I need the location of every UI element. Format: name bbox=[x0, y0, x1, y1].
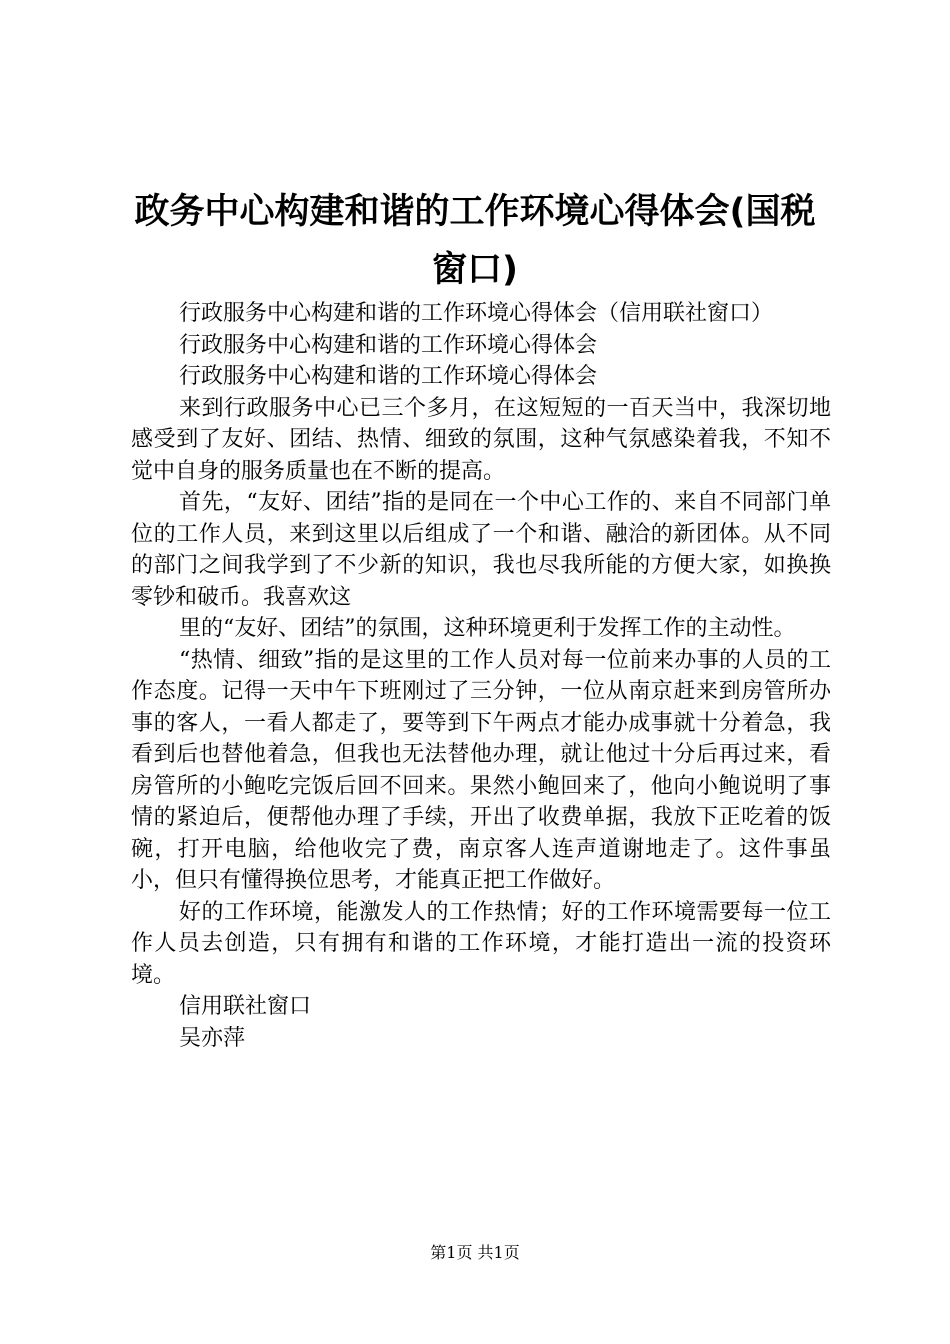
signature-unit: 信用联社窗口 bbox=[179, 994, 312, 1019]
paragraph-heading-1: 行政服务中心构建和谐的工作环境心得体会（信用联社窗口） bbox=[179, 301, 774, 326]
document-title: 政务中心构建和谐的工作环境心得体会(国税窗口) bbox=[134, 192, 816, 290]
signature-name: 吴亦萍 bbox=[179, 1025, 246, 1051]
document-body bbox=[131, 298, 831, 1054]
paragraph-friendly-unity: 首先，“友好、团结”指的是同在一个中心工作的、来自不同部门单位的工作人员，来到这里以后组成了一个和谐、融洽的新团体。从不同的部门之间我学到了不少新的知识，我也尽我所能的方便大家，如换换零钞和破币。我喜欢这 bbox=[131, 490, 831, 610]
paragraph-intro: 来到行政服务中心已三个多月，在这短短的一百天当中，我深切地感受到了友好、团结、热情、细致的氛围，这种气氛感染着我，不知不觉中自身的服务质量也在不断的提高。 bbox=[131, 395, 831, 484]
paragraph-heading-2: 行政服务中心构建和谐的工作环境心得体会 bbox=[179, 332, 598, 358]
paragraph-warm-detailed: “热情、细致”指的是这里的工作人员对每一位前来办事的人员的工作态度。记得一天中午下班刚过了三分钟，一位从南京赶来到房管所办事的客人，一看人都走了，要等到下午两点才能办成事就十分着急，我看到后也替他着急，但我也无法替他办理，就让他过十分后再过来，看房管所的小鲍吃完饭后回不回来。果然小鲍回来了，他向小鲍说明了事情的紧迫后，便帮他办理了手续，开出了收费单据，我放下正吃着的饭碗，打开电脑，给他收完了费，南京客人连声道谢地走了。这件事虽小，但只有懂得换位思考，才能真正把工作做好。 bbox=[131, 647, 831, 893]
paragraph-conclusion: 好的工作环境，能激发人的工作热情；好的工作环境需要每一位工作人员去创造，只有拥有和谐的工作环境，才能打造出一流的投资环境。 bbox=[131, 899, 831, 988]
paragraph-friendly-unity-continued: 里的“友好、团结”的氛围，这种环境更利于发挥工作的主动性。 bbox=[179, 616, 796, 641]
paragraph-heading-3: 行政服务中心构建和谐的工作环境心得体会 bbox=[179, 364, 598, 389]
page-footer: 第1页 共1页 bbox=[430, 1243, 520, 1262]
